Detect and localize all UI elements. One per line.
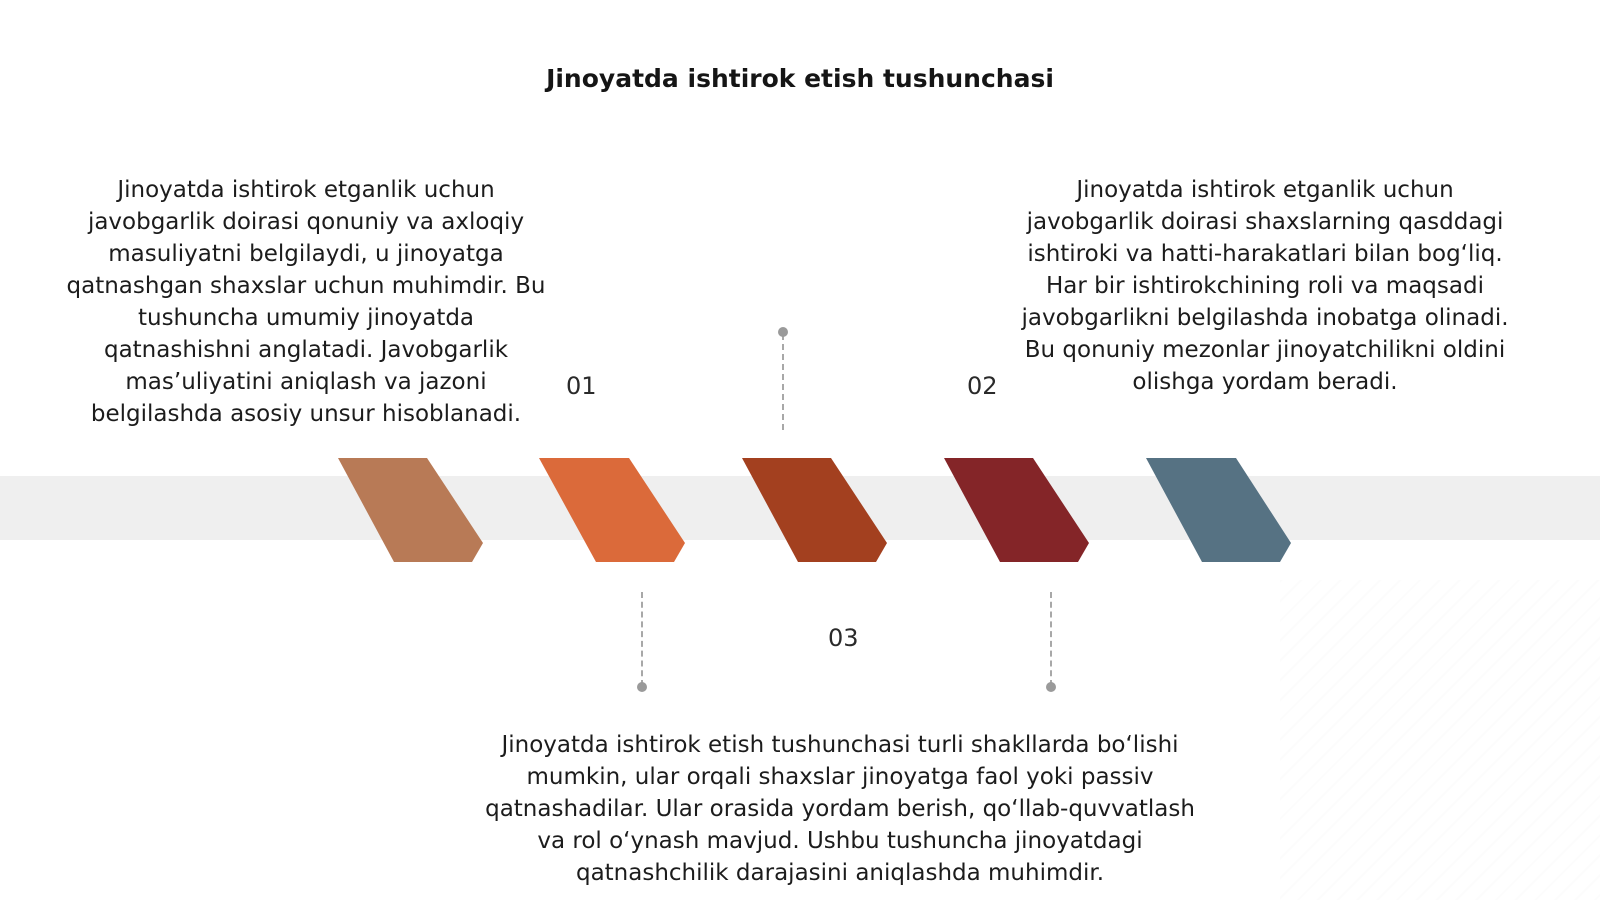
connector-line-bottom-left <box>641 592 643 686</box>
timeline-arrow-4 <box>944 458 1089 562</box>
connector-line-bottom-right <box>1050 592 1052 686</box>
section-1-text: Jinoyatda ishtirok etganlik uchun javobgarlik doirasi qonuniy va axloqiy masuliyatni belgilaydi, u jinoyatga qatnashgan shaxslar uchun muhimdir. Bu tushuncha umumiy jinoyatda qatnashishni anglatadi. Javobgarlik mas’uliyatini aniqlash va jazoni belgilashda asosiy unsur hisoblanadi. <box>66 177 546 427</box>
section-1-number: 01 <box>566 372 597 400</box>
connector-dot-bottom-right <box>1046 682 1056 692</box>
timeline-arrow-1 <box>338 458 483 562</box>
slide-title: Jinoyatda ishtirok etish tushunchasi <box>546 64 1054 93</box>
connector-dot-bottom-left <box>637 682 647 692</box>
timeline-arrow-5 <box>1146 458 1291 562</box>
section-3-number: 03 <box>828 624 859 652</box>
section-2-number: 02 <box>967 372 998 400</box>
connector-dot-top <box>778 327 788 337</box>
timeline-arrow-3 <box>742 458 887 562</box>
section-2-text: Jinoyatda ishtirok etganlik uchun javobgarlik doirasi shaxslarning qasddagi ishtiroki va hatti-harakatlari bilan bog‘liq. Har bir ishtirokchining roli va maqsadi javobgarlikni belgilashda inobatga olinadi. Bu qonuniy mezonlar jinoyatchilikni oldini olishga yordam beradi. <box>1021 177 1509 395</box>
connector-line-top <box>782 334 784 430</box>
timeline-arrow-2 <box>539 458 685 562</box>
section-3-text: Jinoyatda ishtirok etish tushunchasi turli shakllarda bo‘lishi mumkin, ular orqali shaxslar jinoyatga faol yoki passiv qatnashadilar. Ular orasida yordam berish, qo‘llab-quvvatlash va rol o‘ynash mavjud. Ushbu tushuncha jinoyatdagi qatnashchilik darajasini aniqlashda muhimdir. <box>485 732 1195 886</box>
